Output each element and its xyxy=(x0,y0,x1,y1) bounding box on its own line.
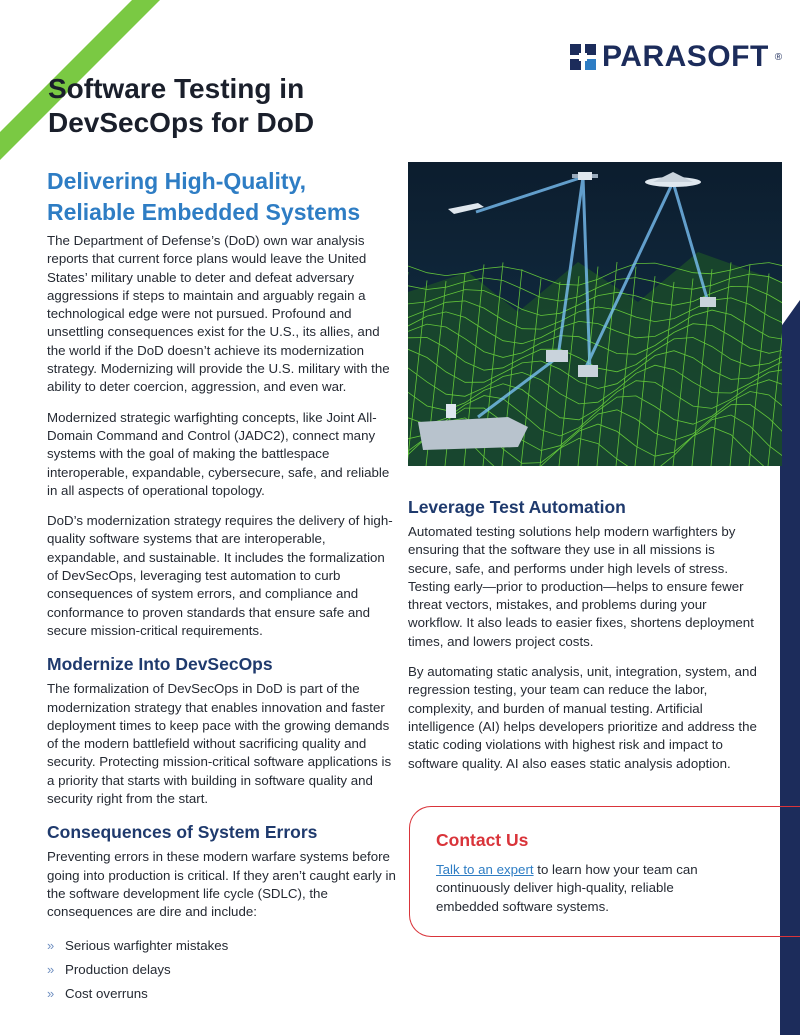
main-headline: Delivering High-Quality, Reliable Embedded Systems xyxy=(47,168,361,225)
intro-paragraph: The Department of Defense’s (DoD) own war analysis reports that current force plans would leave the United States’ military unable to deter and defeat adversary aggressions if steps to maintain and arguably regain a technological edge were not pursued. Profound and unsettling consequences exist for the U.S., its allies, and the world if the DoD doesn’t achieve its modernization strategy. Modernizing will provide the U.S. military with the ability to deter coercion, aggression, and even war. xyxy=(47,233,390,395)
intro-paragraph: DoD’s modernization strategy requires the delivery of high-quality software systems that are interoperable, expandable, and sustainable. It includes the formalization of DevSecOps, leveraging test automation to curb consequences of system errors, and compliance and conformance to proven standards that ensure safe and secure mission-critical requirements. xyxy=(47,513,393,638)
contact-text xyxy=(436,861,736,916)
list-item xyxy=(47,934,397,958)
consequences-paragraph: Preventing errors in these modern warfare systems before going into production is critical. If they aren’t caught early in the software development life cycle (SDLC), the consequences are dire and include: xyxy=(47,849,396,920)
intro-paragraph: Modernized strategic warfighting concepts, like Joint All-Domain Command and Control (JADC2), connect many systems with the goal of making the battlespace interoperable, expandable, cybersecure, safe, and reliable in all aspects of operational topology. xyxy=(47,409,390,498)
section-heading-automation: Leverage Test Automation xyxy=(408,497,626,517)
parasoft-logo xyxy=(570,40,782,74)
list-item xyxy=(47,982,397,1006)
chevron-bullet-icon: » xyxy=(47,961,55,977)
right-column xyxy=(408,495,758,785)
talk-to-expert-link[interactable]: Talk to an expert xyxy=(436,862,534,877)
chevron-bullet-icon: » xyxy=(47,985,55,1001)
consequences-list xyxy=(47,934,397,1006)
left-column xyxy=(47,166,397,1006)
modernize-paragraph: The formalization of DevSecOps in DoD is part of the modernization strategy that enables innovation and faster deployment times to keep pace with the growing demands of the modern battlefield without sacrificing quality and security. Protecting mission-critical software applications is a priority that starts with building in software quality and security right from the start. xyxy=(47,681,392,807)
contact-body: to learn how your team can continuously deliver high-quality, reliable embedded software systems. xyxy=(436,862,698,914)
list-item-label: Cost overruns xyxy=(65,985,148,1001)
list-item-label: Production delays xyxy=(65,961,171,977)
battlefield-network-illustration xyxy=(408,162,782,466)
logo-wordmark: PARASOFT xyxy=(602,40,769,73)
automation-paragraph: By automating static analysis, unit, integration, system, and regression testing, your team can reduce the labor, complexity, and burden of manual testing. Artificial intelligence (AI) helps developers prioritize and address the static coding violations with highest risk and impact to software quality. AI also eases static analysis adoption. xyxy=(408,664,757,771)
document-title: Software Testing in DevSecOps for DoD xyxy=(48,73,315,138)
chevron-bullet-icon: » xyxy=(47,937,55,953)
contact-heading: Contact Us xyxy=(436,830,529,850)
parasoft-logo-icon xyxy=(570,44,596,70)
list-item xyxy=(47,958,397,982)
contact-us-box xyxy=(409,806,800,937)
logo-registered-mark: ® xyxy=(774,51,783,63)
list-item-label: Serious warfighter mistakes xyxy=(65,937,229,953)
automation-paragraph: Automated testing solutions help modern warfighters by ensuring that the software they use in all missions is secure, safe, and performs under high levels of stress. Testing early—prior to production—helps to ensure fewer threat vectors, mistakes, and problems during your workflow. It also leads to easier fixes, shortens deployment times, and lowers project costs. xyxy=(408,524,754,649)
section-heading-modernize: Modernize Into DevSecOps xyxy=(47,654,273,675)
section-heading-consequences: Consequences of System Errors xyxy=(47,822,318,843)
